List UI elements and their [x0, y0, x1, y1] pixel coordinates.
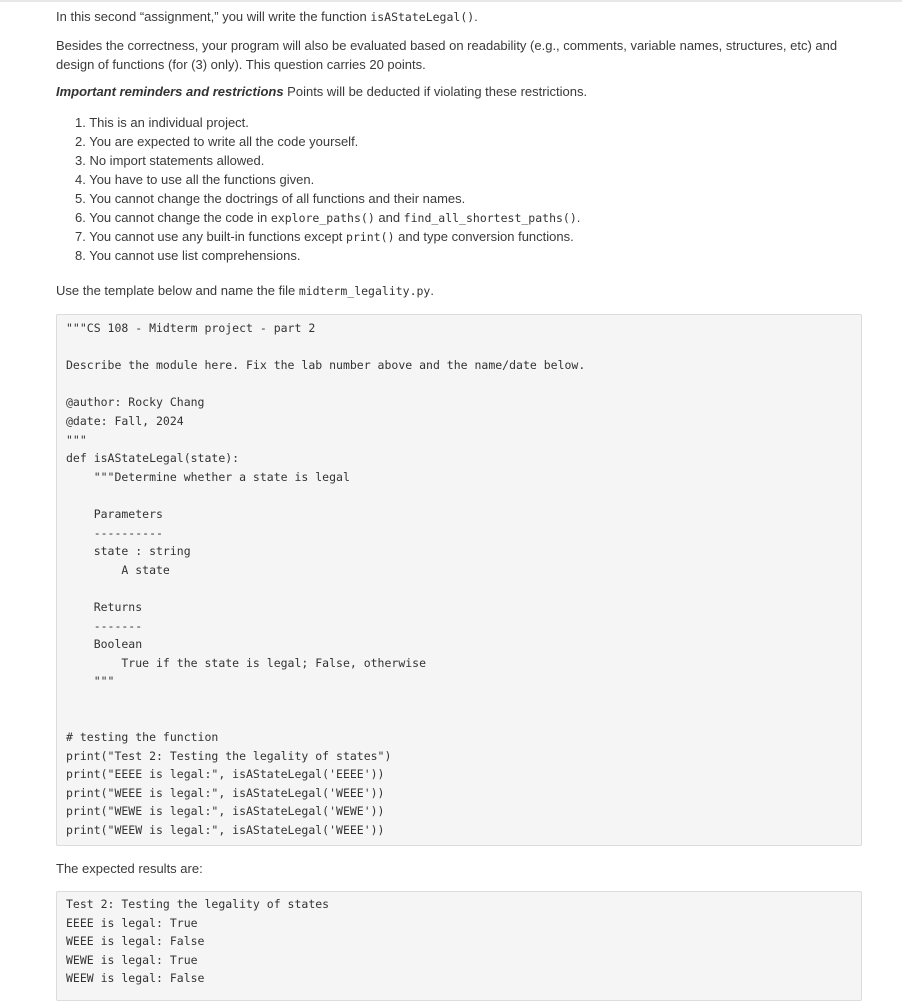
list-item: 1. This is an individual project. — [75, 115, 249, 130]
filename-code: midterm_legality.py — [298, 284, 431, 298]
list-item: 2. You are expected to write all the code yourself. — [75, 134, 359, 149]
reminders-heading: Important reminders and restrictions — [56, 84, 284, 99]
intro-period: . — [474, 9, 478, 24]
intro-paragraph — [56, 7, 864, 27]
function-name-code: isAStateLegal() — [370, 10, 475, 24]
list-item: 4. You have to use all the functions given. — [75, 172, 315, 187]
reminders-paragraph — [56, 82, 864, 101]
inline-code: explore_paths() — [270, 211, 375, 225]
list-item: 7. You cannot use any built-in functions except print() and type conversion functions. — [75, 229, 574, 244]
reminders-text: Points will be deducted if violating these restrictions. — [283, 84, 588, 99]
template-instruction: Use the template below and name the file midterm_legality.py. — [56, 283, 434, 298]
template-code: """CS 108 - Midterm project - part 2 Describe the module here. Fix the lab number above and the name/date below. @author: Rocky Chang @date: Fall, 2024 """ def isAStateLegal(state): """Determine whether a state is legal Parameters ---------- state : string A state Returns ------- Boolean True if the state is legal; False, otherwise """ # testing the function print("Test 2: Testing the legality of states") print("EEEE is legal:", isAStateLegal('EEEE')) print("WEEE is legal:", isAStateLegal('WEEE')) print("WEWE is legal:", isAStateLegal('WEWE')) print("WEEW is legal:", isAStateLegal('WEEE')) — [66, 321, 586, 838]
list-item: 6. You cannot change the code in explore_paths() and find_all_shortest_paths(). — [75, 210, 581, 225]
top-divider — [0, 0, 902, 2]
evaluation-paragraph: Besides the correctness, your program will also be evaluated based on readability (e.g., comments, variable names, structures, etc) and design of functions (for (3) only). This question carries 20 points. — [56, 38, 838, 72]
list-item: 5. You cannot change the doctrings of all functions and their names. — [75, 191, 466, 206]
expected-output-block — [56, 891, 862, 1001]
template-code-block — [56, 314, 862, 846]
intro-text: In this second “assignment,” you will write the function — [56, 9, 371, 24]
inline-code: find_all_shortest_paths() — [403, 211, 577, 225]
list-item: 8. You cannot use list comprehensions. — [75, 248, 301, 263]
expected-results-label: The expected results are: — [56, 861, 203, 876]
inline-code: print() — [346, 230, 395, 244]
list-item: 3. No import statements allowed. — [75, 153, 265, 168]
expected-output-code: Test 2: Testing the legality of states EEEE is legal: True WEEE is legal: False WEWE is legal: True WEEW is legal: False — [66, 897, 330, 986]
restrictions-list — [75, 113, 580, 265]
